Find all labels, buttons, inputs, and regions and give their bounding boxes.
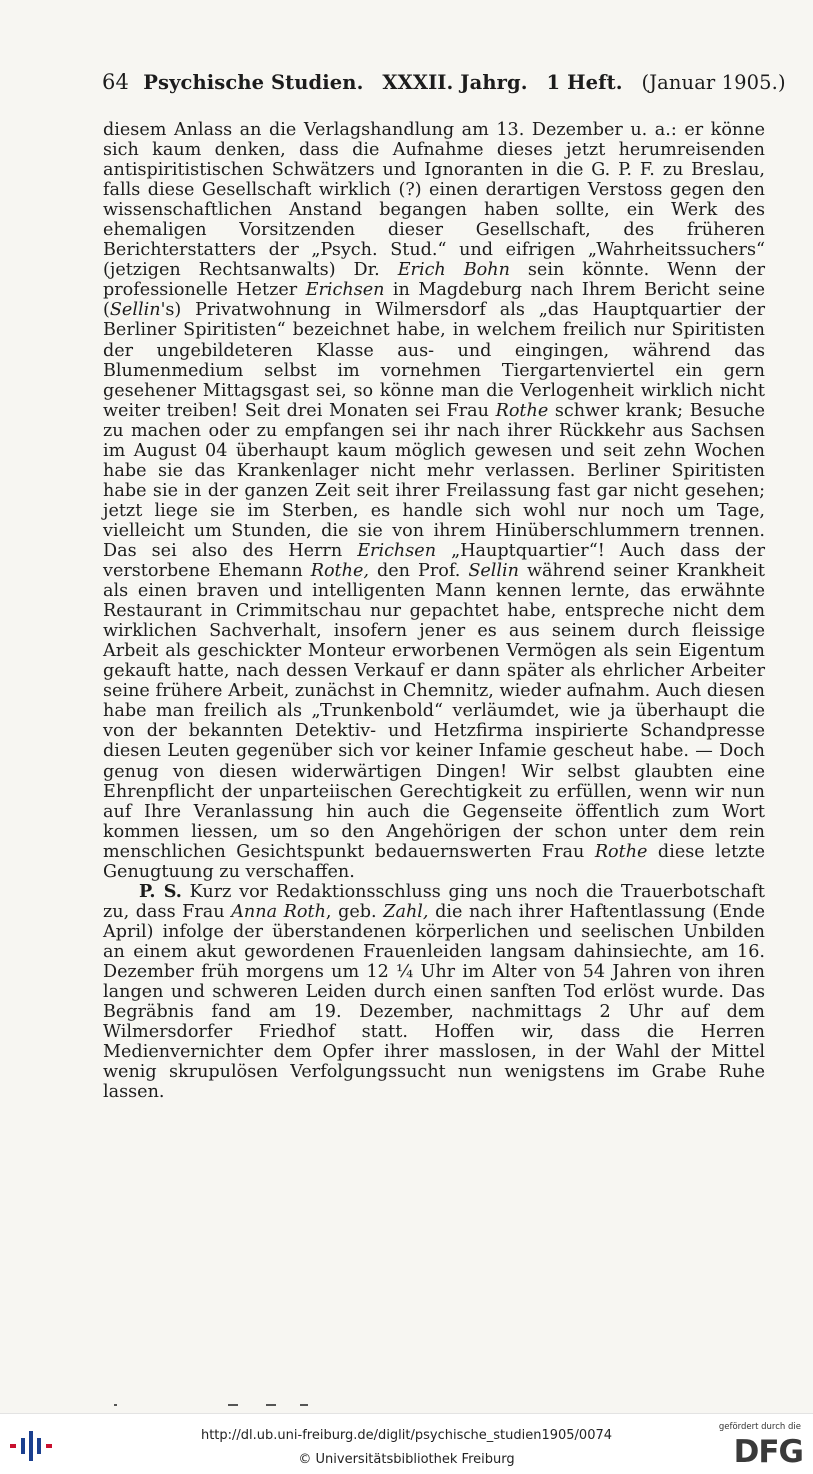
- text-run: die nach ihrer Haftentlassung (Ende April) infolge der überstandenen körperlichen und seelischen Unbilden an einem akut gewordenen Frauenleiden langsam dahinsiechte, am 16. Dezember früh morgens um 12 ¼ Uhr im Alter von 54 Jahren von ihren langen und schweren Leiden durch einen sanften Tod erlöst wurde. Das Begräbnis fand am 19. Dezember, nachmittags 2 Uhr auf dem Wilmersdorfer Friedhof statt. Hoffen wir, dass die Herren Medienvernichter dem Opfer ihrer masslosen, in der Wahl der Mittel wenig skrupulösen Verfolgungssucht nun wenigstens im Grabe Ruhe lassen.: [103, 901, 765, 1103]
- text-run: sein könnte. Wenn der professionelle Hetzer: [103, 260, 765, 301]
- name-erich-bohn: Erich Bohn: [397, 260, 510, 281]
- text-run: „Hauptquartier“! Auch dass der verstorbene Ehemann: [103, 540, 765, 582]
- text-run: diesem Anlass an die Verlagshandlung am 13. Dezember u. a.: er könne sich kaum denken, dass die Aufnahme dieses jetzt herumreisenden antispiritistischen Schwätzers und Ignoranten in die G. P. F. zu Breslau, falls diese Gesellschaft wirklich (?) einen derartigen Verstoss gegen den wissenschaftlichen Anstand begangen haben sollte, ein Werk des ehemaligen Vorsitzenden dieser Gesellschaft, des früheren Berichterstatters der „Psych. Stud.“ und eifrigen „Wahrheitssuchers“ (jetzigen Rechtsanwalts) Dr.: [103, 120, 765, 281]
- journal-title: Psychische Studien.: [143, 71, 364, 94]
- name-erichsen: Erichsen: [357, 540, 437, 561]
- paragraph-postscript: [103, 882, 765, 1103]
- volume-label: XXXII. Jahrg.: [382, 71, 528, 94]
- article-body: [103, 120, 765, 1102]
- page-number: 64: [102, 70, 129, 94]
- text-run: Kurz vor Redaktionsschluss ging uns noch die Trauerbotschaft zu, dass Frau: [103, 881, 765, 922]
- name-zahl: Zahl,: [383, 901, 429, 922]
- text-run: 's) Privatwohnung in Wilmersdorf als „das Hauptquartier der Berliner Spiritisten“ bezeichnet habe, in welchem freilich nur Spiritisten der ungebildeteren Klasse aus- und eingingen, während das Blumenmedium selbst im vornehmen Tiergartenviertel ein gern gesehener Mittagsgast sei, so könne man die Verlogenheit wirklich nicht weiter treiben! Seit drei Monaten sei Frau: [103, 300, 765, 421]
- name-rothe: Rothe,: [310, 561, 369, 582]
- name-rothe: Rothe: [495, 400, 549, 421]
- dfg-funding-caption: gefördert durch die: [718, 1422, 801, 1432]
- source-url-link[interactable]: http://dl.ub.uni-freiburg.de/diglit/psychische_studien1905/0074: [200, 1428, 613, 1443]
- running-header: [102, 70, 786, 94]
- name-erichsen: Erichsen: [305, 280, 385, 301]
- postscript-label: P. S.: [139, 880, 182, 902]
- paragraph-main: [103, 120, 765, 882]
- text-run: , geb.: [325, 901, 384, 922]
- name-rothe: Rothe: [594, 841, 648, 862]
- text-run: schwer krank; Besuche zu machen oder zu empfangen sei ihr nach ihrer Rückkehr aus Sachsen im August 04 überhaupt kaum möglich gewesen und seit zehn Wochen habe sie das Krankenlager nicht mehr verlassen. Berliner Spiritisten habe sie in der ganzen Zeit seit ihrer Freilassung fast gar nicht gesehen; jetzt liege sie im Sterben, es handle sich wohl nur noch um Tage, vielleicht um Stunden, die sie von ihrem Hinüberschlummern trennen. Das sei also des Herrn: [103, 400, 765, 561]
- name-sellin: Sellin: [109, 300, 161, 321]
- text-run: in Magdeburg nach Ihrem Bericht seine (: [103, 280, 765, 321]
- viewer-footer: [0, 1413, 813, 1474]
- text-run: diese letzte Genugtuung zu verschaffen.: [103, 841, 765, 882]
- copyright-notice: © Universitätsbibliothek Freiburg: [298, 1452, 515, 1467]
- print-smudge: [110, 1404, 310, 1408]
- dfg-logo[interactable]: DFG: [733, 1434, 803, 1470]
- name-sellin: Sellin: [468, 561, 519, 582]
- name-anna-roth: Anna Roth: [231, 901, 326, 922]
- text-run: während seiner Krankheit als einen braven und intelligenten Mann kennen lernte, das erwähnte Restaurant in Crimmitschau nur gepachtet habe, entspreche nicht dem wirklichen Sachverhalt, insofern jener es aus seinem durch fleissige Arbeit als geschickter Monteur erworbenen Vermögen als sein Eigentum gekauft hatte, nach dessen Verkauf er dann später als ehrlicher Arbeiter seine frühere Arbeit, zunächst in Chemnitz, wieder aufnahm. Auch diesen habe man freilich als „Trunkenbold“ verläumdet, wie ja überhaupt die von der bekannten Detektiv- und Hetzfirma inspirierte Schandpresse diesen Leuten gegenüber sich vor keiner Infamie gescheut habe. — Doch genug von diesen widerwärtigen Dingen! Wir selbst glaubten eine Ehrenpflicht der unparteiischen Gerechtigkeit zu erfüllen, wenn wir nun auf Ihre Veranlassung hin auch die Gegenseite öffentlich zum Wort kommen liessen, um so den Angehörigen der schon unter dem rein menschlichen Gesichtspunkt bedauernswerten Frau: [103, 561, 766, 862]
- issue-date: (Januar 1905.): [641, 71, 786, 94]
- issue-label: 1 Heft.: [546, 71, 623, 94]
- text-run: den Prof.: [368, 561, 469, 582]
